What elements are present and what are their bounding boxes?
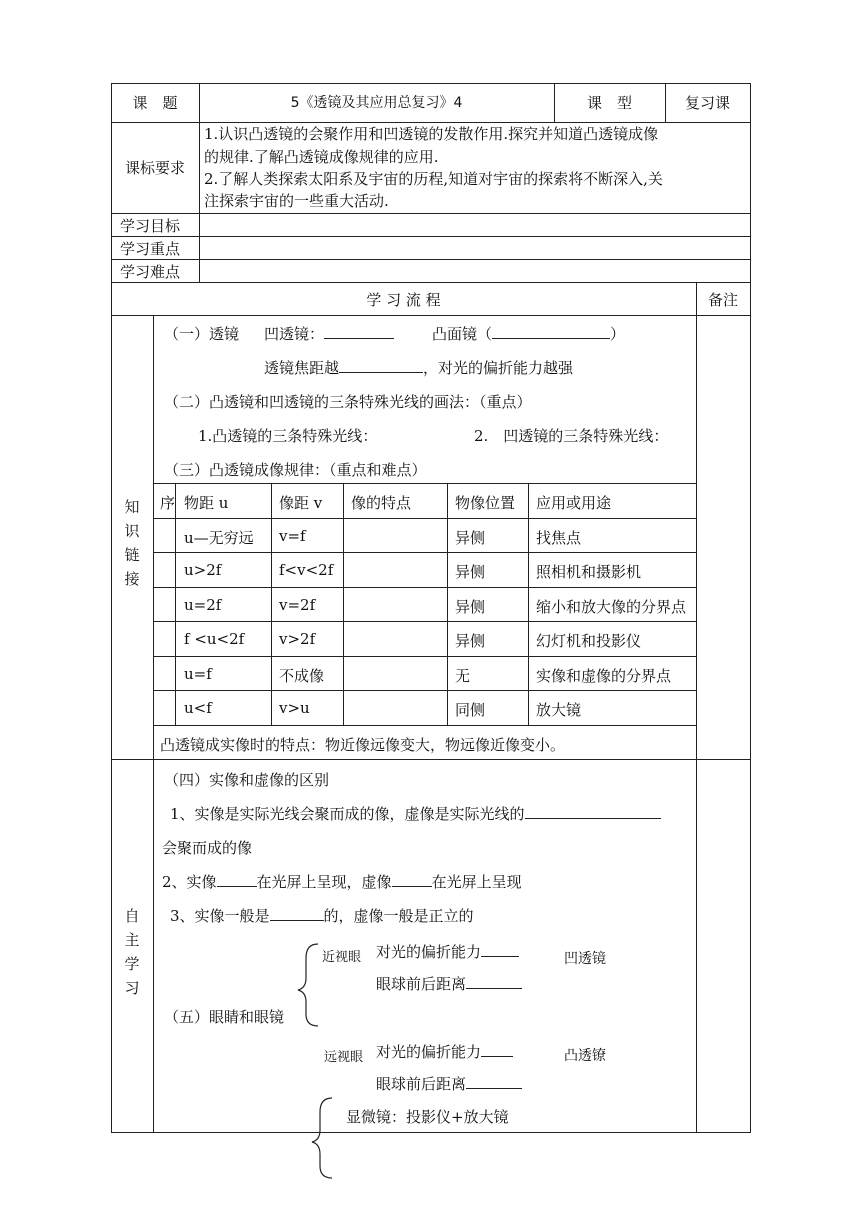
difficulties-label: 学习难点 <box>120 263 181 281</box>
standards-line-3: 2.了解人类探索太阳系及宇宙的历程,知道对宇宙的探索将不断深入,关 <box>204 170 663 188</box>
hyperopia-refraction: 对光的偏折能力 <box>376 1041 513 1062</box>
real-virtual-q2: 2、实像 在光屏上呈现，虚像 在光屏上呈现 <box>162 873 522 891</box>
th-image-features: 像的特点 <box>351 494 412 512</box>
key-points-label: 学习重点 <box>120 240 181 258</box>
remarks-label: 备注 <box>707 291 738 309</box>
standards-line-1: 1.认识凸透镜的会聚作用和凹透镜的发散作用.探究并知道凸透镜成像 <box>204 125 659 143</box>
section-lens: （一）透镜 <box>164 325 240 343</box>
microscope-line: 显微镜：投影仪+放大镜 <box>346 1108 509 1126</box>
convex-rays-label: 1.凸透镜的三条特殊光线： <box>198 427 378 445</box>
th-index: 序 <box>159 494 175 512</box>
standards-line-2: 的规律.了解凸透镜成像规律的应用. <box>204 148 439 166</box>
goals-label: 学习目标 <box>120 217 181 235</box>
myopia-label: 近视眼 <box>322 950 362 965</box>
section-real-virtual: （四）实像和虚像的区别 <box>164 771 330 789</box>
real-virtual-q1: 1、实像是实际光线会聚而成的像，虚像是实际光线的 <box>170 803 661 824</box>
th-application: 应用或用途 <box>536 494 612 512</box>
self-study-side-label: 自 主 学 习 <box>124 907 140 997</box>
hyperopia-lens: 凸透镣 <box>564 1048 606 1064</box>
type-label: 课 型 <box>586 94 632 112</box>
section-eyes-glasses: （五）眼睛和眼镜 <box>164 1008 285 1026</box>
concave-rays-label: 2. 凹透镜的三条特殊光线： <box>474 427 669 445</box>
convex-mirror-prompt: 凸面镜（ ） <box>432 325 626 343</box>
topic-label: 课 题 <box>132 94 178 112</box>
topic-value: 5《透镜及其应用总复习》4 <box>290 95 463 111</box>
th-image-distance: 像距 v <box>279 494 323 512</box>
real-virtual-q1-cont: 会聚而成的像 <box>162 839 253 857</box>
type-value: 复习课 <box>684 94 730 112</box>
standards-label: 课标要求 <box>124 159 185 177</box>
myopia-refraction: 对光的偏折能力 <box>376 941 519 962</box>
section-special-rays: （二）凸透镜和凹透镜的三条特殊光线的画法：（重点） <box>164 393 532 411</box>
imaging-summary: 凸透镜成实像时的特点：物近像远像变大，物远像近像变小。 <box>160 736 566 754</box>
th-object-distance: 物距 u <box>184 494 229 512</box>
concave-lens-prompt: 凹透镜： <box>264 323 394 344</box>
focal-length-prompt: 透镜焦距越 ，对光的偏折能力越强 <box>264 359 574 377</box>
real-virtual-q3: 3、实像一般是 的，虚像一般是正立的 <box>170 907 474 925</box>
th-position: 物像位置 <box>455 494 516 512</box>
hyperopia-label: 远视眼 <box>324 1050 364 1065</box>
myopia-lens: 凹透镜 <box>564 951 606 967</box>
hyperopia-eyeball: 眼球前后距离 <box>376 1073 522 1094</box>
flow-title: 学 习 流 程 <box>366 291 441 309</box>
myopia-eyeball: 眼球前后距离 <box>376 973 522 994</box>
standards-line-4: 注探索宇宙的一些重大活动. <box>204 192 389 210</box>
section-imaging-rules: （三）凸透镜成像规律：（重点和难点） <box>164 461 427 479</box>
knowledge-side-label: 知 识 链 接 <box>124 498 140 588</box>
